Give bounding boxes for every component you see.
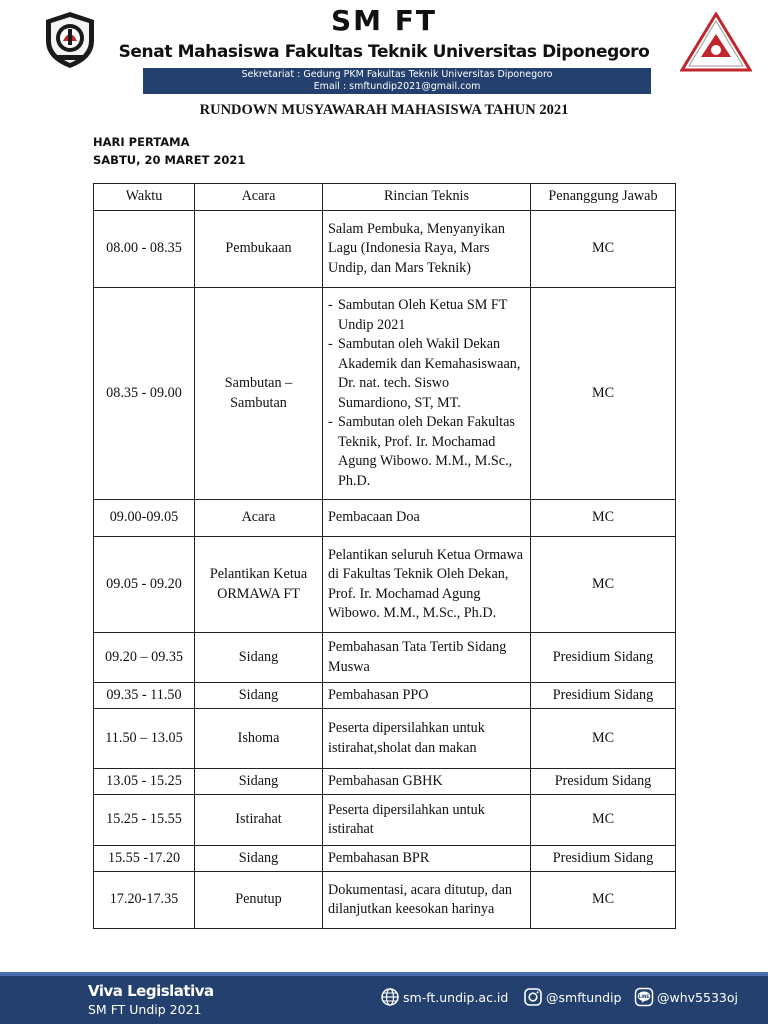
detail-cell: Pelantikan seluruh Ketua Ormawa di Fakultas Teknik Oleh Dekan, Prof. Ir. Mochamad Agung Wibowo. M.M., M.Sc., Ph.D.	[323, 537, 531, 633]
smft-triangle-logo	[680, 12, 752, 72]
event-cell: Sidang	[195, 769, 323, 795]
detail-cell: Dokumentasi, acara ditutup, dan dilanjutkan keesokan harinya	[323, 872, 531, 929]
pic-cell: MC	[531, 537, 676, 633]
globe-icon	[380, 987, 400, 1007]
line-contact[interactable]	[634, 987, 738, 1007]
footer-stripe	[0, 972, 768, 976]
column-header-time: Waktu	[94, 184, 195, 211]
table-row	[94, 288, 676, 500]
detail-cell: Pembahasan PPO	[323, 683, 531, 709]
time-cell: 15.55 -17.20	[94, 846, 195, 872]
pic-cell: MC	[531, 795, 676, 846]
event-cell: Acara	[195, 500, 323, 537]
document-title: RUNDOWN MUSYAWARAH MAHASISWA TAHUN 2021	[199, 102, 569, 118]
table-row	[94, 683, 676, 709]
time-cell: 15.25 - 15.55	[94, 795, 195, 846]
table-row	[94, 211, 676, 288]
day-label: HARI PERTAMA	[93, 135, 190, 149]
table-row	[94, 537, 676, 633]
time-cell: 08.00 - 08.35	[94, 211, 195, 288]
date-label: SABTU, 20 MARET 2021	[93, 153, 246, 167]
detail-cell: Salam Pembuka, Menyanyikan Lagu (Indonesia Raya, Mars Undip, dan Mars Teknik)	[323, 211, 531, 288]
detail-cell: Peserta dipersilahkan untuk istirahat,sholat dan makan	[323, 709, 531, 769]
svg-text:LINE: LINE	[638, 994, 650, 999]
secretariat-address: Sekretariat : Gedung PKM Fakultas Teknik Universitas Diponegoro	[241, 69, 553, 80]
email-address: Email : smftundip2021@gmail.com	[313, 81, 481, 92]
table-row	[94, 769, 676, 795]
instagram-icon	[523, 987, 543, 1007]
table-row	[94, 709, 676, 769]
event-cell: Pelantikan Ketua ORMAWA FT	[195, 537, 323, 633]
time-cell: 11.50 – 13.05	[94, 709, 195, 769]
column-header-pic: Penanggung Jawab	[531, 184, 676, 211]
event-cell: Sidang	[195, 683, 323, 709]
event-cell: Sidang	[195, 633, 323, 683]
event-cell: Sambutan – Sambutan	[195, 288, 323, 500]
table-row	[94, 872, 676, 929]
list-item: - Sambutan oleh Dekan Fakultas Teknik, Prof. Ir. Mochamad Agung Wibowo. M.M., M.Sc., Ph.D.	[328, 413, 525, 491]
pic-cell: Presidium Sidang	[531, 633, 676, 683]
event-cell: Penutup	[195, 872, 323, 929]
pic-cell: MC	[531, 500, 676, 537]
pic-cell: Presidium Sidang	[531, 683, 676, 709]
rundown-table	[93, 183, 676, 929]
instagram-text: @smftundip	[546, 989, 622, 1005]
letterhead	[0, 0, 768, 96]
list-item: - Sambutan oleh Wakil Dekan Akademik dan Kemahasiswaan, Dr. nat. tech. Siswo Sumardiono, ST, MT.	[328, 335, 525, 413]
website-text: sm-ft.undip.ac.id	[403, 989, 509, 1005]
instagram-contact[interactable]	[523, 987, 621, 1007]
detail-cell: Pembahasan Tata Tertib Sidang Muswa	[323, 633, 531, 683]
org-short-name: SM FT	[330, 4, 437, 37]
pic-cell: Presidum Sidang	[531, 769, 676, 795]
event-cell: Sidang	[195, 846, 323, 872]
table-row	[94, 795, 676, 846]
pic-cell: MC	[531, 872, 676, 929]
detail-cell	[323, 288, 531, 500]
pic-cell: MC	[531, 709, 676, 769]
detail-cell: Pembahasan GBHK	[323, 769, 531, 795]
time-cell: 13.05 - 15.25	[94, 769, 195, 795]
time-cell: 09.05 - 09.20	[94, 537, 195, 633]
detail-cell: Pembacaan Doa	[323, 500, 531, 537]
table-row	[94, 633, 676, 683]
table-row	[94, 846, 676, 872]
pic-cell: MC	[531, 288, 676, 500]
website-contact[interactable]	[380, 987, 508, 1007]
detail-bullet-list	[328, 296, 525, 491]
event-cell: Istirahat	[195, 795, 323, 846]
address-band	[143, 68, 651, 94]
column-header-event: Acara	[195, 184, 323, 211]
line-app-icon	[634, 987, 654, 1007]
detail-cell: Peserta dipersilahkan untuk istirahat	[323, 795, 531, 846]
event-cell: Ishoma	[195, 709, 323, 769]
org-full-name: Senat Mahasiswa Fakultas Teknik Universitas Diponegoro	[118, 42, 650, 62]
time-cell: 09.20 – 09.35	[94, 633, 195, 683]
footer-band	[0, 972, 768, 1024]
time-cell: 17.20-17.35	[94, 872, 195, 929]
footer-tagline: Viva Legislativa	[88, 982, 214, 1000]
line-text: @whv5533oj	[657, 989, 738, 1005]
pic-cell: MC	[531, 211, 676, 288]
footer-tagline-sub: SM FT Undip 2021	[88, 1002, 202, 1017]
list-item: - Sambutan Oleh Ketua SM FT Undip 2021	[328, 296, 525, 335]
detail-cell: Pembahasan BPR	[323, 846, 531, 872]
table-row	[94, 500, 676, 537]
time-cell: 09.00-09.05	[94, 500, 195, 537]
time-cell: 08.35 - 09.00	[94, 288, 195, 500]
column-header-detail: Rincian Teknis	[323, 184, 531, 211]
event-cell: Pembukaan	[195, 211, 323, 288]
table-header-row	[94, 184, 676, 211]
pic-cell: Presidium Sidang	[531, 846, 676, 872]
time-cell: 09.35 - 11.50	[94, 683, 195, 709]
